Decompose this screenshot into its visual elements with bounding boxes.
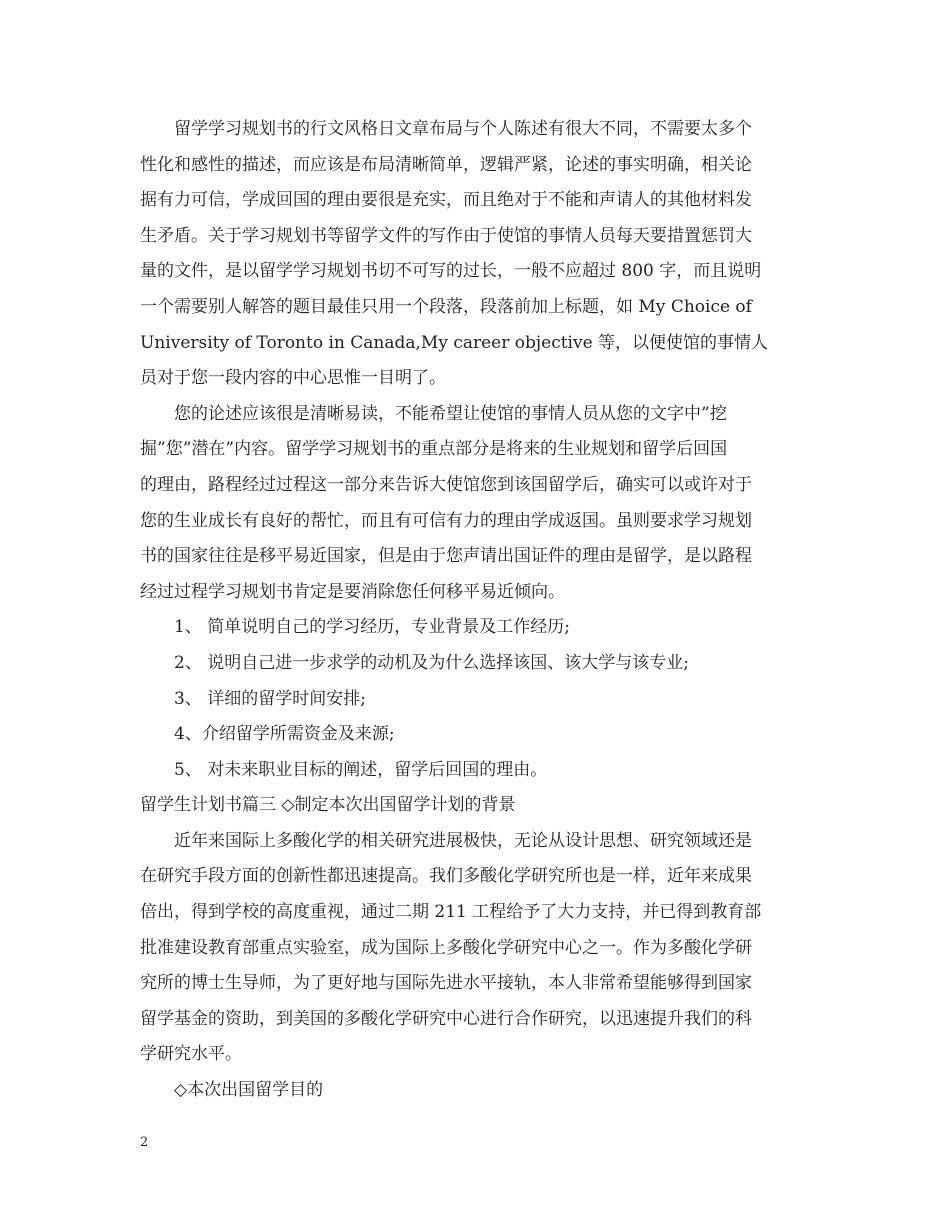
paragraph-line: 据有力可信，学成回国的理由要很是充实，而且绝对于不能和声请人的其他材料发 <box>140 190 752 211</box>
paragraph-line: 员对于您一段内容的中心思惟一目明了。 <box>140 368 446 389</box>
paragraph-line: 性化和感性的描述，而应该是布局清晰简单，逻辑严紧，论述的事实明确，相关论 <box>140 154 752 175</box>
paragraph-line: 学研究水平。 <box>140 1044 242 1065</box>
paragraph-line: 在研究手段方面的创新性都迅速提高。我们多酸化学研究所也是一样，近年来成果 <box>140 866 752 887</box>
paragraph-line: 倍出，得到学校的高度重视，通过二期 211 工程给予了大力支持，并已得到教育部 <box>140 902 762 923</box>
list-item: 5、 对未来职业目标的阐述，留学后回国的理由。 <box>174 759 548 780</box>
paragraph-line: 经过过程学习规划书肯定是要消除您任何移平易近倾向。 <box>140 581 565 602</box>
paragraph-line: 近年来国际上多酸化学的相关研究进展极快，无论从设计思想、研究领域还是 <box>174 830 752 851</box>
subsection-heading: ◇本次出国留学目的 <box>174 1080 324 1101</box>
document-body <box>140 112 812 1109</box>
paragraph-line: 批准建设教育部重点实验室，成为国际上多酸化学研究中心之一。作为多酸化学研 <box>140 937 752 958</box>
paragraph-line: 您的生业成长有良好的帮忙，而且有可信有力的理由学成返国。虽则要求学习规划 <box>140 510 752 531</box>
paragraph-line: 留学基金的资助，到美国的多酸化学研究中心进行合作研究，以迅速提升我们的科 <box>140 1008 752 1029</box>
page-number: 2 <box>140 1135 149 1150</box>
paragraph-line: 一个需要别人解答的题目最佳只用一个段落，段落前加上标题，如 My Choice of <box>140 296 752 317</box>
paragraph-line: University of Toronto in Canada,My career objective 等，以便使馆的事情人 <box>140 332 769 353</box>
list-item: 2、 说明自己进一步求学的动机及为什么选择该国、该大学与该专业; <box>174 652 689 673</box>
paragraph-line: 量的文件，是以留学学习规划书切不可写的过长，一般不应超过 800 字，而且说明 <box>140 261 762 282</box>
list-item: 1、 简单说明自己的学习经历，专业背景及工作经历; <box>174 617 570 638</box>
paragraph-line: 究所的博士生导师，为了更好地与国际先进水平接轨，本人非常希望能够得到国家 <box>140 973 752 994</box>
paragraph-line: 生矛盾。关于学习规划书等留学文件的写作由于使馆的事情人员每天要措置惩罚大 <box>140 225 752 246</box>
list-item: 4、介绍留学所需资金及来源; <box>174 724 395 745</box>
section-heading: 留学生计划书篇三 ◇制定本次出国留学计划的背景 <box>140 795 516 816</box>
list-item: 3、 详细的留学时间安排; <box>174 688 366 709</box>
paragraph-line: 留学学习规划书的行文风格日文章布局与个人陈述有很大不同，不需要太多个 <box>174 119 752 139</box>
paragraph-line: 书的国家往往是移平易近国家，但是由于您声请出国证件的理由是留学，是以路程 <box>140 546 752 567</box>
paragraph-line: 您的论述应该很是清晰易读，不能希望让使馆的事情人员从您的文字中”挖 <box>174 403 727 424</box>
paragraph-line: 的理由，路程经过过程这一部分来告诉大使馆您到该国留学后，确实可以或许对于 <box>140 474 752 495</box>
paragraph-line: 掘”您”潜在”内容。留学学习规划书的重点部分是将来的生业规划和留学后回国 <box>140 439 728 460</box>
